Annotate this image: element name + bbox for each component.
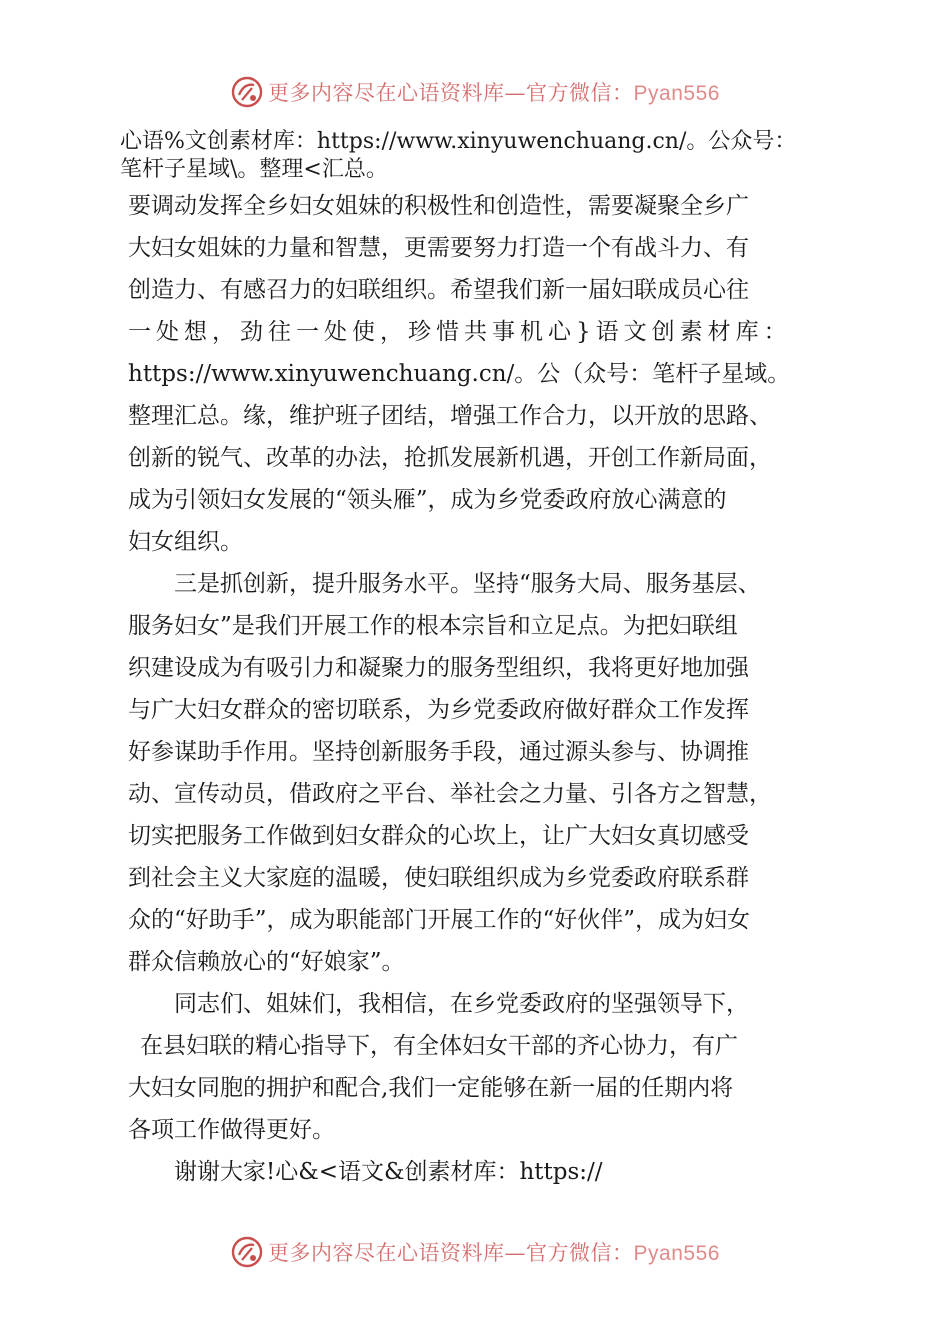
text-line: 大妇女姐妹的力量和智慧，更需要努力打造一个有战斗力、有 [128, 235, 749, 261]
text-line: 到社会主义大家庭的温暖，使妇联组织成为乡党委政府联系群 [128, 865, 749, 891]
text-line: 在县妇联的精心指导下，有全体妇女干部的齐心协力，有广 [140, 1033, 738, 1059]
text-line: 一处想，劲往一处使，珍惜共事机心}语文创素材库： [128, 319, 792, 345]
text-line: 与广大妇女群众的密切联系，为乡党委政府做好群众工作发挥 [128, 697, 749, 723]
paragraph [128, 563, 833, 983]
text-line: 切实把服务工作做到妇女群众的心坎上，让广大妇女真切感受 [128, 823, 749, 849]
text-line: 创造力、有感召力的妇联组织。希望我们新一届妇联成员心往 [128, 277, 749, 303]
document-body [128, 185, 833, 1193]
text-line: 成为引领妇女发展的“领头雁”，成为乡党委政府放心满意的 [128, 487, 727, 513]
brand-logo-icon [230, 1235, 264, 1269]
brand-logo-icon [230, 75, 264, 109]
text-line: 谢谢大家!心&<语文&创素材库：https:// [174, 1159, 603, 1185]
text-line: 要调动发挥全乡妇女姐妹的积极性和创造性，需要凝聚全乡广 [128, 193, 749, 219]
text-line: 动、宣传动员，借政府之平台、举社会之力量、引各方之智慧， [128, 781, 772, 807]
text-line: https://www.xinyuwenchuang.cn/。公（众号：笔杆子星域。 [128, 361, 791, 387]
paragraph [128, 983, 833, 1151]
paragraph [128, 1151, 833, 1193]
wechat-id: Pyan556 [633, 82, 720, 105]
banner-text: 更多内容尽在心语资料库—官方微信：Pyan556 [268, 1241, 720, 1265]
wechat-id: Pyan556 [633, 1242, 720, 1265]
text-line: 众的“好助手”，成为职能部门开展工作的“好伙伴”，成为妇女 [128, 907, 751, 933]
text-line: 同志们、姐妹们，我相信，在乡党委政府的坚强领导下， [174, 991, 749, 1017]
text-line: 各项工作做得更好。 [128, 1117, 335, 1143]
watermark-banner-bottom [0, 1232, 950, 1272]
text-line: 服务妇女”是我们开展工作的根本宗旨和立足点。为把妇联组 [128, 613, 738, 639]
text-line: 三是抓创新，提升服务水平。坚持“服务大局、服务基层、 [174, 571, 761, 597]
header-note [120, 128, 840, 184]
text-line: 群众信赖放心的“好娘家”。 [128, 949, 405, 975]
text-line: 织建设成为有吸引力和凝聚力的服务型组织，我将更好地加强 [128, 655, 749, 681]
header-note-line: 心语%文创素材库：https://www.xinyuwenchuang.cn/。公众号： [120, 129, 797, 154]
text-line: 大妇女同胞的拥护和配合,我们一定能够在新一届的任期内将 [128, 1075, 734, 1101]
text-line: 创新的锐气、改革的办法，抢抓发展新机遇，开创工作新局面， [128, 445, 772, 471]
text-line: 妇女组织。 [128, 529, 243, 555]
paragraph [128, 185, 833, 563]
text-line: 整理汇总。缘，维护班子团结，增强工作合力，以开放的思路、 [128, 403, 772, 429]
text-line: 好参谋助手作用。坚持创新服务手段，通过源头参与、协调推 [128, 739, 749, 765]
watermark-banner-top [0, 72, 950, 112]
header-note-line: 笔杆子星域\。整理<汇总。 [120, 157, 388, 182]
banner-text: 更多内容尽在心语资料库—官方微信：Pyan556 [268, 81, 720, 105]
